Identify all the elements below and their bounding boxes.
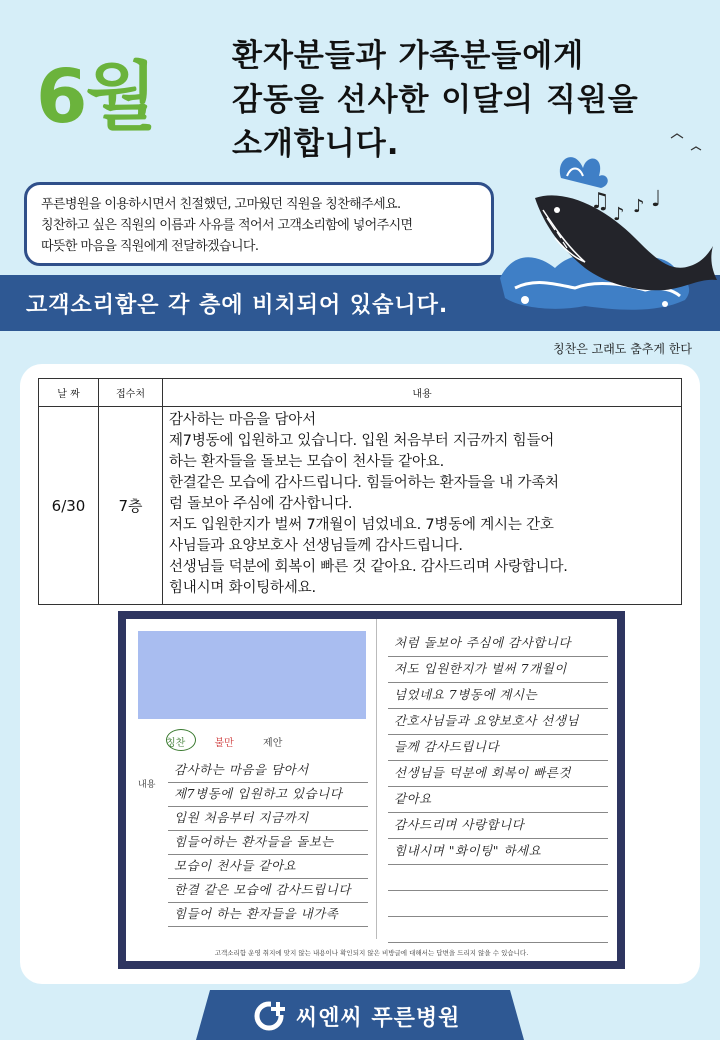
handwritten-line: 힘내시며 "화이팅" 하세요 xyxy=(388,839,608,865)
header-place: 접수처 xyxy=(99,379,163,407)
handwritten-line: 입원 처음부터 지금까지 xyxy=(168,807,368,831)
svg-text:♫: ♫ xyxy=(590,189,610,214)
content-line: 저도 입원한지가 벌써 7개월이 넘었네요. 7병동에 계시는 간호 xyxy=(169,517,554,533)
handwritten-line: 감사하는 마음을 담아서 xyxy=(168,759,368,783)
content-line: 힘내시며 화이팅하세요. xyxy=(169,580,316,596)
blank-line xyxy=(388,891,608,917)
form-paper xyxy=(126,619,617,961)
content-line: 제7병동에 입원하고 있습니다. 입원 처음부터 지금까지 힘들어 xyxy=(169,433,555,449)
banner-text: 고객소리함은 각 층에 비치되어 있습니다. xyxy=(26,293,449,318)
handwritten-line: 선생님들 덕분에 회복이 빠른것 xyxy=(388,761,608,787)
form-options xyxy=(166,734,308,749)
handwriting-right xyxy=(388,631,608,943)
handwritten-line: 넘었네요 7병동에 계시는 xyxy=(388,683,608,709)
month-title: 6월 xyxy=(36,54,155,140)
handwritten-line: 처럼 돌보아 주심에 감사합니다 xyxy=(388,631,608,657)
handwritten-line: 감사드리며 사랑합니다 xyxy=(388,813,608,839)
content-line: 한결같은 모습에 감사드립니다. 힘들어하는 환자들을 내 가족처 xyxy=(169,475,559,491)
handwritten-line: 힘들어하는 환자들을 돌보는 xyxy=(168,831,368,855)
option-complaint: 불만 xyxy=(214,738,234,749)
content-line: 감사하는 마음을 담아서 xyxy=(169,412,316,428)
handwritten-line: 들께 감사드립니다 xyxy=(388,735,608,761)
hospital-logo-icon xyxy=(254,999,286,1031)
cell-date: 6/30 xyxy=(39,407,99,605)
handwritten-line: 한결 같은 모습에 감사드립니다 xyxy=(168,879,368,903)
content-line: 럼 돌보아 주심에 감사합니다. xyxy=(169,496,353,512)
blank-line xyxy=(388,917,608,943)
headline-line: 환자분들과 가족분들에게 xyxy=(232,38,585,74)
intro-line: 푸른병원을 이용하시면서 친절했던, 고마웠던 직원을 칭찬해주세요. xyxy=(41,197,401,212)
table-row xyxy=(39,407,682,605)
redacted-area xyxy=(138,631,366,719)
handwritten-line: 모습이 천사들 같아요 xyxy=(168,855,368,879)
headline-line: 소개합니다. xyxy=(232,126,400,162)
form-fold-line xyxy=(376,619,377,939)
option-suggestion: 제안 xyxy=(263,738,283,749)
intro-line: 칭찬하고 싶은 직원의 이름과 사유를 적어서 고객소리함에 넣어주시면 xyxy=(41,218,413,233)
intro-line: 따뜻한 마음을 직원에게 전달하겠습니다. xyxy=(41,239,259,254)
hospital-logo-bar xyxy=(210,990,510,1040)
handwritten-line: 힘들어 하는 환자들을 내가족 xyxy=(168,903,368,927)
content-line: 하는 환자들을 돌보는 모습이 천사들 같아요. xyxy=(169,454,444,470)
content-line: 선생님들 덕분에 회복이 빠른 것 같아요. 감사드리며 사랑합니다. xyxy=(169,559,568,575)
header-content: 내용 xyxy=(163,379,682,407)
handwritten-line: 같아요 xyxy=(388,787,608,813)
option-praise: 칭찬 xyxy=(166,738,186,749)
svg-text:♪: ♪ xyxy=(633,196,645,217)
hospital-name: 씨엔씨 푸른병원 xyxy=(296,1006,461,1031)
handwritten-line: 간호사님들과 요양보호사 선생님 xyxy=(388,709,608,735)
blank-line xyxy=(388,865,608,891)
content-line: 사님들과 요양보호사 선생님들께 감사드립니다. xyxy=(169,538,463,554)
header-date: 날 짜 xyxy=(39,379,99,407)
content-label: 내용 xyxy=(138,780,156,790)
praise-table xyxy=(38,378,682,605)
cell-place: 7층 xyxy=(99,407,163,605)
caption: 칭찬은 고래도 춤추게 한다 xyxy=(553,342,692,356)
handwriting-left xyxy=(168,759,368,927)
handwritten-line: 제7병동에 입원하고 있습니다 xyxy=(168,783,368,807)
form-footnote: 고객소리함 운영 취지에 맞지 않는 내용이나 확인되지 않은 비방글에 대해서는 답변을 드리지 않을 수 있습니다. xyxy=(214,949,529,957)
cell-content xyxy=(163,407,682,605)
headline-line: 감동을 선사한 이달의 직원을 xyxy=(232,82,639,118)
handwritten-line: 저도 입원한지가 벌써 7개월이 xyxy=(388,657,608,683)
svg-text:♪: ♪ xyxy=(613,204,625,225)
svg-text:♩: ♩ xyxy=(651,187,662,212)
handwritten-form xyxy=(118,611,625,969)
intro-box xyxy=(24,182,494,266)
whale-illustration xyxy=(495,128,720,328)
